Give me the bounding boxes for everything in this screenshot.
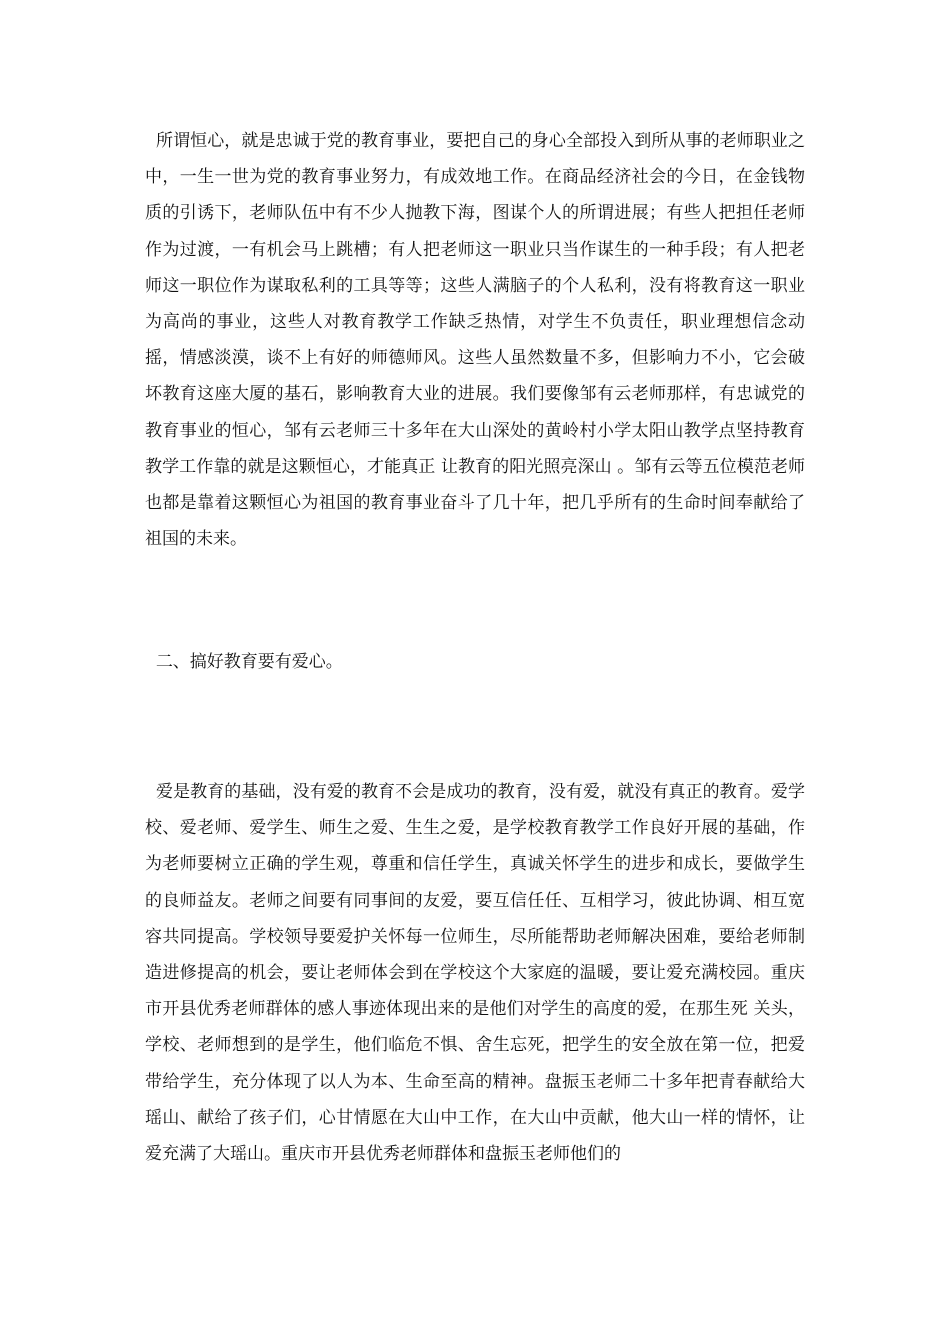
paragraph-constancy: 所谓恒心，就是忠诚于党的教育事业，要把自己的身心全部投入到所从事的老师职业之中，一生一世为党的教育事业努力，有成效地工作。在商品经济社会的今日，在金钱物质的引诱下，老师队伍中有不少人抛教下海，图谋个人的所谓进展；有些人把担任老师作为过渡，一有机会马上跳槽；有人把老师这一职业只当作谋生的一种手段；有人把老师这一职位作为谋取私利的工具等等；这些人满脑子的个人私利，没有将教育这一职业为高尚的事业，这些人对教育教学工作缺乏热情，对学生不负责任，职业理想信念动摇，情感淡漠，谈不上有好的师德师风。这些人虽然数量不多，但影响力不小，它会破坏教育这座大厦的基石，影响教育大业的进展。我们要像邹有云老师那样，有忠诚党的教育事业的恒心，邹有云老师三十多年在大山深处的黄岭村小学太阳山教学点坚持教育教学工作靠的就是这颗恒心，才能真正 让教育的阳光照亮深山 。邹有云等五位模范老师也都是靠着这颗恒心为祖国的教育事业奋斗了几十年，把几乎所有的生命时间奉献给了祖国的未来。 xyxy=(145,131,806,550)
paragraph-love: 爱是教育的基础，没有爱的教育不会是成功的教育，没有爱，就没有真正的教育。爱学校、爱老师、爱学生、师生之爱、生生之爱，是学校教育教学工作良好开展的基础，作为老师要树立正确的学生观，尊重和信任学生，真诚关怀学生的进步和成长，要做学生的良师益友。老师之间要有同事间的友爱，要互信任任、互相学习，彼此协调、相互宽容共同提高。学校领导要爱护关怀每一位师生，尽所能帮助老师解决困难，要给老师制造进修提高的机会，要让老师体会到在学校这个大家庭的温暖，要让爱充满校园。重庆市开县优秀老师群体的感人事迹体现出来的是他们对学生的高度的爱，在那生死 关头，学校、老师想到的是学生，他们临危不惧、舍生忘死，把学生的安全放在第一位，把爱带给学生，充分体现了以人为本、生命至高的精神。盘振玉老师二十多年把青春献给大瑶山、献给了孩子们，心甘情愿在大山中工作，在大山中贡献，他大山一样的情怀，让爱充满了大瑶山。重庆市开县优秀老师群体和盘振玉老师他们的 xyxy=(145,782,806,1165)
section-heading-love: 二、搞好教育要有爱心。 xyxy=(145,652,343,672)
